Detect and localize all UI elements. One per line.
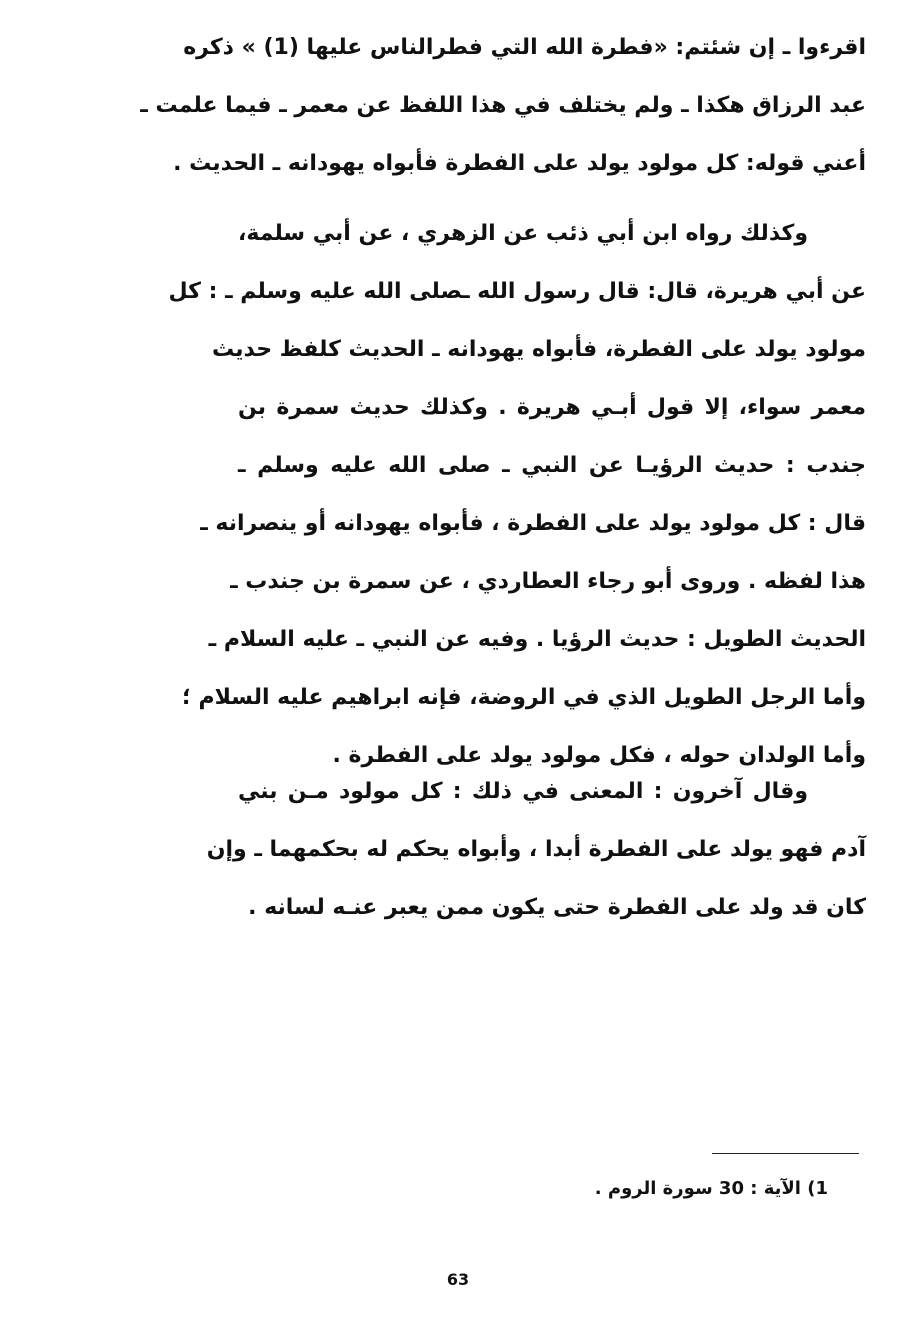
paragraph-3 [206,763,866,937]
text-line: مولود يولد على الفطرة، فأبواه يهودانه ـ الحديث كلفظ حديث [211,337,866,362]
footnote-divider [712,1153,859,1154]
text-line: وقال آخرون : المعنى في ذلك : كل مولود مـن بني [238,779,808,804]
page-number: 63 [446,1270,470,1289]
text-line: عن أبي هريرة، قال: قال رسول الله ـصلى الله عليه وسلم ـ : كل [168,279,866,304]
text-line: الحديث الطويل : حديث الرؤيا . وفيه عن النبي ـ عليه السلام ـ [208,627,866,652]
text-line: اقرءوا ـ إن شئتم: «فطرة الله التي فطرالناس عليها (1) » ذكره [183,35,866,60]
paragraph-2 [168,205,866,785]
footnote: 1) الآية : 30 سورة الروم . [594,1178,828,1199]
text-line: قال : كل مولود يولد على الفطرة ، فأبواه يهودانه أو ينصرانه ـ [200,511,866,536]
text-line: آدم فهو يولد على الفطرة أبدا ، وأبواه يحكم له بحكمهما ـ وإن [206,837,866,862]
text-line: جندب : حديث الرؤيـا عن النبي ـ صلى الله عليه وسلم ـ [238,453,866,478]
text-line: وأما الولدان حوله ، فكل مولود يولد على الفطرة . [332,743,866,768]
text-line: هذا لفظه . وروى أبو رجاء العطاردي ، عن سمرة بن جندب ـ [230,569,866,594]
text-line: معمر سواء، إلا قول أبـي هريرة . وكذلك حديث سمرة بن [238,395,866,420]
text-line: وأما الرجل الطويل الذي في الروضة، فإنه ابراهيم عليه السلام ؛ [182,685,866,710]
paragraph-1 [140,19,866,193]
text-line: وكذلك رواه ابن أبي ذئب عن الزهري ، عن أبي سلمة، [238,221,808,246]
text-line: كان قد ولد على الفطرة حتى يكون ممن يعبر عنـه لسانه . [248,895,866,920]
text-line: أعني قوله: كل مولود يولد على الفطرة فأبواه يهودانه ـ الحديث . [173,151,866,176]
text-line: عبد الرزاق هكذا ـ ولم يختلف في هذا اللفظ عن معمر ـ فيما علمت ـ [140,93,866,118]
